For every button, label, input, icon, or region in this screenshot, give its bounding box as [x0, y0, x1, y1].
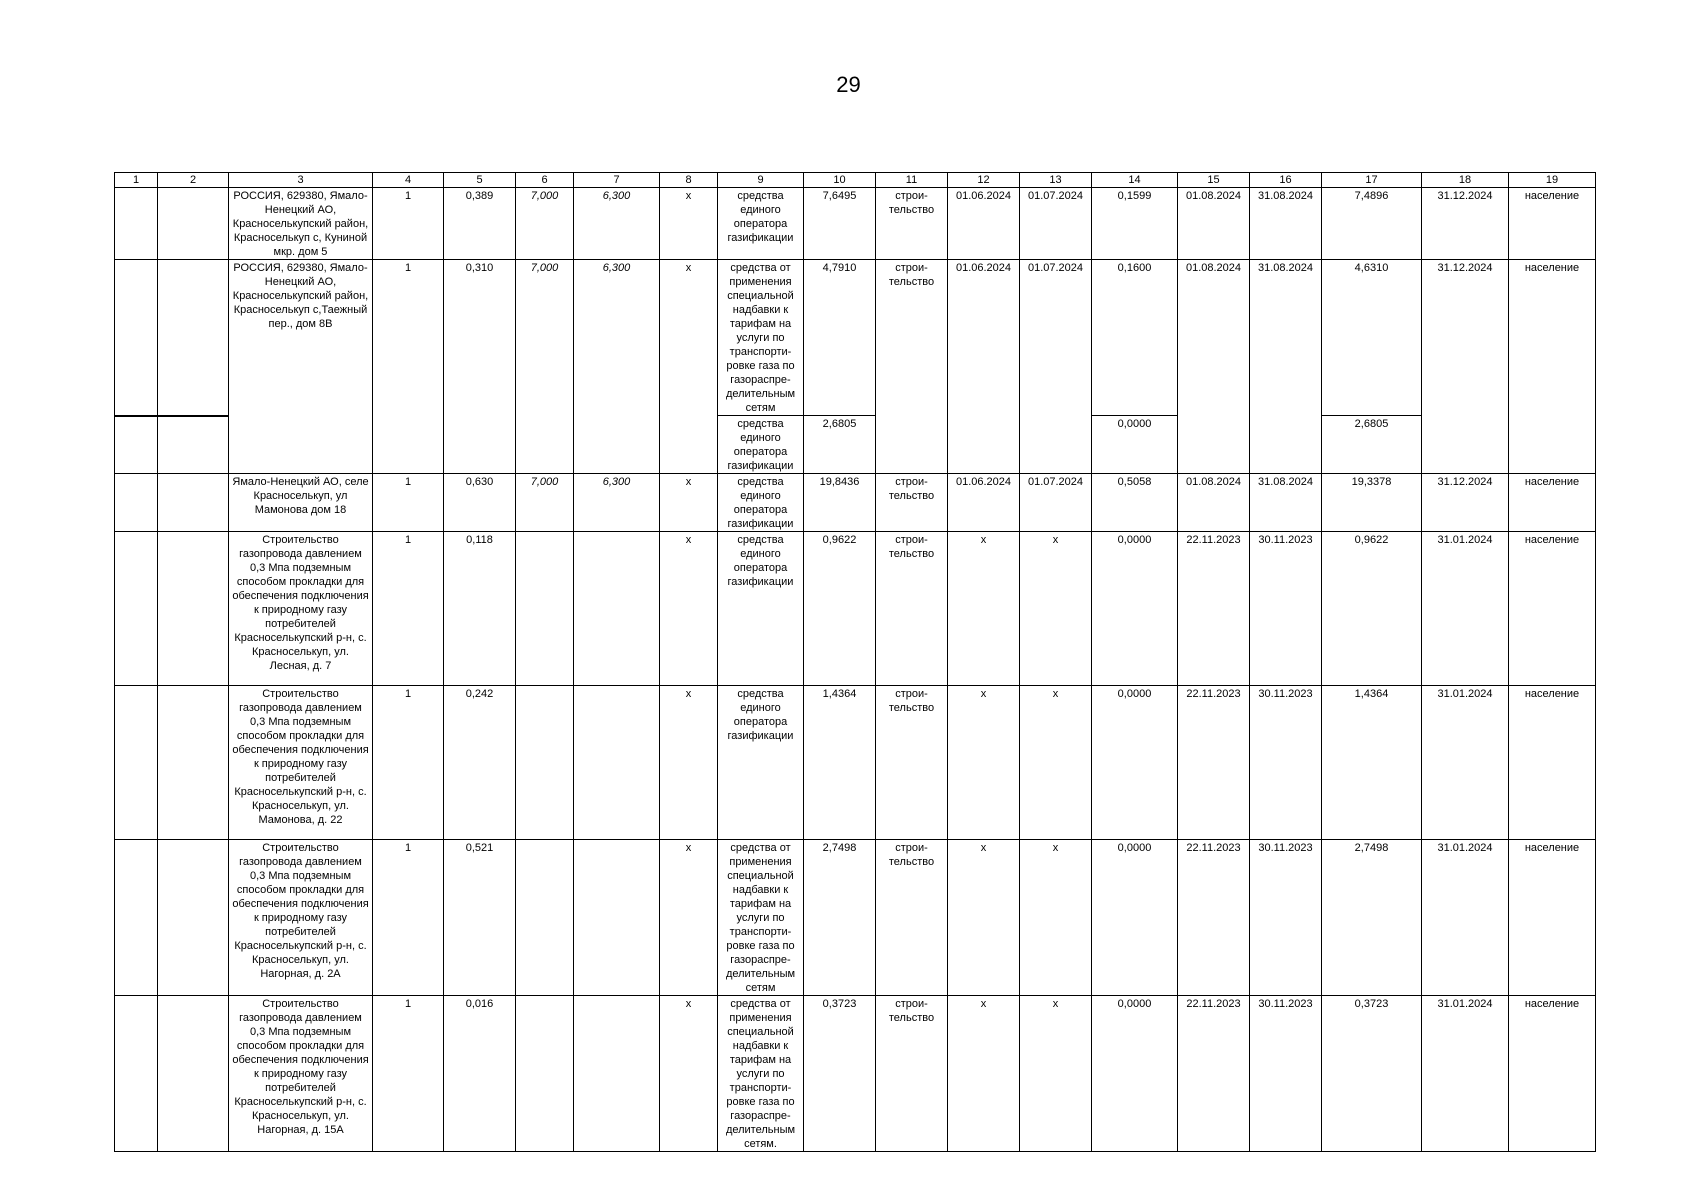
cell-address: Строительство газопровода давлением 0,3 Мпа подземным способом прокладки для обеспечения подключения к природному газу потребителей Красноселькупский р-н, с. Красноселькуп, ул. Мамонова, д. 22: [229, 686, 373, 840]
cell-col10: 19,8436: [804, 474, 876, 532]
cell-col7: [574, 840, 660, 996]
cell-funding-source: средства единого оператора газификации: [718, 686, 804, 840]
cell-col17: 2,7498: [1322, 840, 1422, 996]
cell-col4: 1: [373, 532, 444, 686]
cell-work-type: строи-тельство: [876, 686, 948, 840]
cell-col18: 31.12.2024: [1422, 188, 1509, 260]
cell-consumer: население: [1509, 840, 1596, 996]
cell-col5: 0,630: [444, 474, 516, 532]
cell-funding-source: средства от применения специальной надбавки к тарифам на услуги по транспорти-ровке газа по газораспре-делительным сетям: [718, 840, 804, 996]
page-number: 29: [836, 72, 861, 97]
cell-col16: 30.11.2023: [1250, 840, 1322, 996]
column-header: 7: [574, 173, 660, 188]
cell-col12: 01.06.2024: [948, 474, 1020, 532]
cell-col17: 1,4364: [1322, 686, 1422, 840]
cell-address: РОССИЯ, 629380, Ямало-Ненецкий АО, Красноселькупский район, Красноселькуп с,Таежный пер., дом 8В: [229, 260, 373, 474]
cell-col12: x: [948, 996, 1020, 1152]
cell-work-type: строи-тельство: [876, 840, 948, 996]
cell-col14: 0,0000: [1092, 996, 1178, 1152]
cell-col15: 01.08.2024: [1178, 260, 1250, 474]
cell-col4: 1: [373, 188, 444, 260]
cell-name: [158, 840, 229, 996]
column-header: 12: [948, 173, 1020, 188]
cell-index: [115, 996, 158, 1152]
cell-col6: 7,000: [516, 188, 574, 260]
cell-funding-source: средства единого оператора газификации: [718, 188, 804, 260]
cell-col13: 01.07.2024: [1020, 260, 1092, 474]
column-header: 2: [158, 173, 229, 188]
table-row: [115, 686, 1596, 840]
cell-col7: [574, 996, 660, 1152]
cell-col6: [516, 686, 574, 840]
cell-col6: [516, 996, 574, 1152]
cell-col5: 0,310: [444, 260, 516, 474]
column-header: 9: [718, 173, 804, 188]
cell-work-type: строи-тельство: [876, 996, 948, 1152]
cell-col13: 01.07.2024: [1020, 188, 1092, 260]
cell-name: [158, 260, 229, 416]
cell-col4: 1: [373, 996, 444, 1152]
cell-col6: 7,000: [516, 474, 574, 532]
cell-col18: 31.01.2024: [1422, 686, 1509, 840]
cell-col5: 0,242: [444, 686, 516, 840]
cell-col10: 0,3723: [804, 996, 876, 1152]
cell-funding-source: средства единого оператора газификации: [718, 416, 804, 474]
cell-col13: x: [1020, 686, 1092, 840]
cell-col7: 6,300: [574, 260, 660, 474]
cell-col14: 0,0000: [1092, 686, 1178, 840]
table-row: [115, 260, 1596, 416]
cell-consumer: население: [1509, 260, 1596, 474]
cell-col8: x: [660, 840, 718, 996]
cell-col16: 31.08.2024: [1250, 188, 1322, 260]
column-header: 3: [229, 173, 373, 188]
cell-col15: 01.08.2024: [1178, 188, 1250, 260]
cell-col5: 0,521: [444, 840, 516, 996]
cell-index: [115, 260, 158, 416]
column-header: 5: [444, 173, 516, 188]
cell-col14: 0,0000: [1092, 532, 1178, 686]
cell-col8: x: [660, 532, 718, 686]
cell-col15: 22.11.2023: [1178, 686, 1250, 840]
cell-col14: 0,0000: [1092, 416, 1178, 474]
cell-col12: x: [948, 840, 1020, 996]
column-header: 17: [1322, 173, 1422, 188]
cell-index: [115, 188, 158, 260]
cell-col14: 0,1600: [1092, 260, 1178, 416]
cell-col10: 2,6805: [804, 416, 876, 474]
cell-name: [158, 474, 229, 532]
cell-index: [115, 840, 158, 996]
cell-address: Ямало-Ненецкий АО, селе Красноселькуп, ул Мамонова дом 18: [229, 474, 373, 532]
cell-address: Строительство газопровода давлением 0,3 Мпа подземным способом прокладки для обеспечения подключения к природному газу потребителей Красноселькупский р-н, с. Красноселькуп, ул. Лесная, д. 7: [229, 532, 373, 686]
cell-consumer: население: [1509, 188, 1596, 260]
cell-col8: x: [660, 188, 718, 260]
cell-col10: 7,6495: [804, 188, 876, 260]
column-header: 15: [1178, 173, 1250, 188]
cell-name: [158, 532, 229, 686]
column-header: 1: [115, 173, 158, 188]
cell-col15: 22.11.2023: [1178, 996, 1250, 1152]
cell-col8: x: [660, 474, 718, 532]
cell-consumer: население: [1509, 996, 1596, 1152]
column-header: 16: [1250, 173, 1322, 188]
cell-col17: 0,9622: [1322, 532, 1422, 686]
column-header: 19: [1509, 173, 1596, 188]
cell-col16: 31.08.2024: [1250, 260, 1322, 474]
cell-col17: 7,4896: [1322, 188, 1422, 260]
cell-col7: 6,300: [574, 474, 660, 532]
cell-col17: 0,3723: [1322, 996, 1422, 1152]
cell-col7: 6,300: [574, 188, 660, 260]
table-row: [115, 188, 1596, 260]
cell-work-type: строи-тельство: [876, 474, 948, 532]
cell-funding-source: средства единого оператора газификации: [718, 532, 804, 686]
cell-col18: 31.01.2024: [1422, 840, 1509, 996]
cell-funding-source: средства единого оператора газификации: [718, 474, 804, 532]
table-row: [115, 474, 1596, 532]
cell-col18: 31.01.2024: [1422, 996, 1509, 1152]
header-row: [115, 173, 1596, 188]
cell-col8: x: [660, 996, 718, 1152]
cell-address: Строительство газопровода давлением 0,3 Мпа подземным способом прокладки для обеспечения подключения к природному газу потребителей Красноселькупский р-н, с. Красноселькуп, ул. Нагорная, д. 15А: [229, 996, 373, 1152]
cell-col15: 22.11.2023: [1178, 840, 1250, 996]
register-table: [114, 172, 1596, 1152]
cell-col18: 31.12.2024: [1422, 474, 1509, 532]
cell-col4: 1: [373, 474, 444, 532]
cell-col18: 31.12.2024: [1422, 260, 1509, 474]
cell-col14: 0,1599: [1092, 188, 1178, 260]
column-header: 4: [373, 173, 444, 188]
cell-funding-source: средства от применения специальной надбавки к тарифам на услуги по транспорти-ровке газа по газораспре-делительным сетям.: [718, 996, 804, 1152]
table-row: [115, 532, 1596, 686]
cell-col16: 30.11.2023: [1250, 532, 1322, 686]
cell-col14: 0,0000: [1092, 840, 1178, 996]
cell-col14: 0,5058: [1092, 474, 1178, 532]
cell-address: РОССИЯ, 629380, Ямало-Ненецкий АО, Красноселькупский район, Красноселькуп с, Куниной мкр. дом 5: [229, 188, 373, 260]
cell-consumer: население: [1509, 474, 1596, 532]
cell-col17: 19,3378: [1322, 474, 1422, 532]
cell-col10: 4,7910: [804, 260, 876, 416]
cell-col17: 4,6310: [1322, 260, 1422, 416]
cell-col12: x: [948, 532, 1020, 686]
cell-col6: [516, 840, 574, 996]
cell-col13: 01.07.2024: [1020, 474, 1092, 532]
cell-col12: 01.06.2024: [948, 188, 1020, 260]
cell-col5: 0,389: [444, 188, 516, 260]
cell-col13: x: [1020, 996, 1092, 1152]
cell-name: [158, 686, 229, 840]
cell-col4: 1: [373, 840, 444, 996]
column-header: 8: [660, 173, 718, 188]
cell-col12: x: [948, 686, 1020, 840]
cell-index: [115, 416, 158, 474]
column-header: 10: [804, 173, 876, 188]
cell-index: [115, 686, 158, 840]
cell-address: Строительство газопровода давлением 0,3 Мпа подземным способом прокладки для обеспечения подключения к природному газу потребителей Красноселькупский р-н, с. Красноселькуп, ул. Нагорная, д. 2А: [229, 840, 373, 996]
cell-col15: 22.11.2023: [1178, 532, 1250, 686]
cell-col5: 0,118: [444, 532, 516, 686]
column-header: 13: [1020, 173, 1092, 188]
cell-col12: 01.06.2024: [948, 260, 1020, 474]
column-header: 11: [876, 173, 948, 188]
cell-col4: 1: [373, 686, 444, 840]
cell-col7: [574, 532, 660, 686]
cell-work-type: строи-тельство: [876, 188, 948, 260]
cell-index: [115, 474, 158, 532]
cell-col16: 31.08.2024: [1250, 474, 1322, 532]
cell-col4: 1: [373, 260, 444, 474]
table-row: [115, 840, 1596, 996]
cell-col16: 30.11.2023: [1250, 996, 1322, 1152]
cell-col6: 7,000: [516, 260, 574, 474]
table-row: [115, 996, 1596, 1152]
cell-col5: 0,016: [444, 996, 516, 1152]
cell-work-type: строи-тельство: [876, 532, 948, 686]
column-header: 14: [1092, 173, 1178, 188]
cell-work-type: строи-тельство: [876, 260, 948, 474]
cell-col7: [574, 686, 660, 840]
column-header: 6: [516, 173, 574, 188]
cell-col10: 1,4364: [804, 686, 876, 840]
cell-funding-source: средства от применения специальной надбавки к тарифам на услуги по транспорти-ровке газа по газораспре-делительным сетям: [718, 260, 804, 416]
cell-consumer: население: [1509, 532, 1596, 686]
cell-col13: x: [1020, 532, 1092, 686]
cell-col10: 2,7498: [804, 840, 876, 996]
cell-col16: 30.11.2023: [1250, 686, 1322, 840]
cell-name: [158, 188, 229, 260]
cell-name: [158, 416, 229, 474]
cell-col8: x: [660, 686, 718, 840]
cell-index: [115, 532, 158, 686]
cell-consumer: население: [1509, 686, 1596, 840]
cell-col15: 01.08.2024: [1178, 474, 1250, 532]
cell-col6: [516, 532, 574, 686]
cell-col13: x: [1020, 840, 1092, 996]
cell-col18: 31.01.2024: [1422, 532, 1509, 686]
cell-name: [158, 996, 229, 1152]
cell-col10: 0,9622: [804, 532, 876, 686]
column-header: 18: [1422, 173, 1509, 188]
cell-col17: 2,6805: [1322, 416, 1422, 474]
cell-col8: x: [660, 260, 718, 474]
